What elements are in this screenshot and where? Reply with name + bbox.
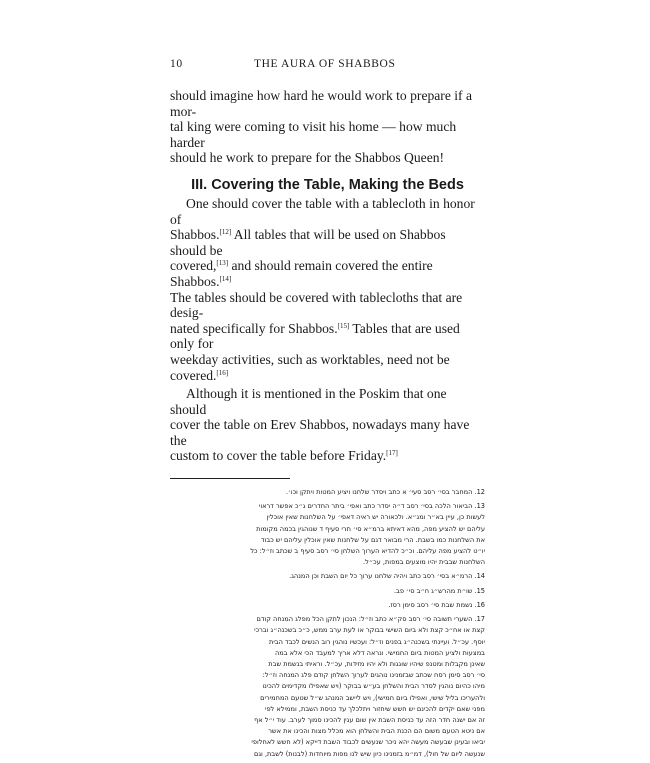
text-line: should he work to prepare for the Shabbos Queen! — [170, 150, 445, 166]
text-line: tal king were coming to visit his home — how much harder — [170, 119, 457, 150]
section-heading: III. Covering the Table, Making the Beds — [191, 176, 464, 193]
text-span: All tables that will be used on Shabbos should be — [170, 227, 446, 258]
footnote-14 — [170, 571, 485, 582]
footnote-line: יוסף. עכ״ל. ועיינתי בשכנה״ג בפנים וז״ל: ועכשיו נוהגין רוב הנשים לכבד הבית — [268, 637, 485, 646]
footnote-ref-13[interactable]: [13] — [216, 259, 229, 268]
text-span: covered, — [170, 258, 217, 274]
footnote-line: 13. הביאור הלכה בסי׳ רסב ד״ה יסדר כתב ואפי׳ ביתר החדרים ג״כ אפשר דראוי — [258, 502, 485, 511]
footnote-divider — [170, 478, 290, 479]
footnote-line: אם ניטא הטעם משום הם הכנת הבית והשלחן הוא מכלל מצות והכינו את אשר — [268, 727, 485, 736]
footnote-line: השלחנות שבבית יהיו מוצעים במפות, עכ״ל. — [363, 558, 485, 567]
footnote-13 — [170, 501, 485, 568]
footnote-ref-15[interactable]: [15] — [337, 321, 350, 330]
footnote-line: לעשות כן, עיין בא״ר ומג״א. ולכאורה יש ראיה דאפי׳ על השלחנות שאין אוכלין — [266, 513, 485, 522]
intro-paragraph — [170, 88, 485, 166]
footnote-15 — [170, 586, 485, 597]
footnote-ref-16[interactable]: [16] — [216, 368, 229, 377]
footnotes — [170, 487, 485, 760]
text-span: weekday activities, such as worktables, need not be covered. — [170, 351, 450, 383]
footnote-line: ולהעריכו בליל שישי, ואפילו ביום חמישי), ויש ליישב המנהג ש״ל שטעם המחמירים — [260, 693, 485, 702]
footnote-line: יביאו ובעינן שבעשה מעשה יהא ניכר שנעשים לכבוד השבת דייקא (לא חשש לאחלופי — [251, 738, 485, 747]
footnote-line: במצעות ולציע המטות ביום החמישי. ונראה דלא אריך למעבד הכי אלא במה — [274, 648, 485, 657]
running-head — [170, 58, 485, 76]
footnote-ref-14[interactable]: [14] — [219, 274, 232, 283]
footnote-line: שנעשה ליום של חול), דמ״מ בזמנינו כיון שיש לנו מפות מיוחדות (לבנות) לשבת, וגם — [253, 749, 485, 758]
footnote-17 — [170, 614, 485, 760]
footnote-line: קצת או אח״כ קצת ולא ביום השישי בבוקר או לעת ערב ממש, כ״כ בשכנה״ג וברכי — [254, 626, 485, 635]
text-span: Shabbos. — [170, 227, 220, 243]
book-title: THE AURA OF SHABBOS — [254, 58, 396, 70]
footnote-line: זה אם ישנה חדר הזה עד כניסת השבת אין שום עגין להכינו סמוך לערב. עוד י״ל אף — [254, 715, 485, 724]
section-paragraph-1 — [170, 196, 485, 383]
footnote-line: 12. המחבר בסי׳ רסב סעי׳ א כתב ויסדר שלחנו ויציע המטות ויתקן וכו׳. — [285, 488, 485, 497]
text-line: should imagine how hard he would work to prepare if a mor- — [170, 88, 473, 119]
footnote-line: שאינן מקבלות ומטנפ שיהיו שוגגות ולא יהיו מזידות, עכ״ל. וראיתי בנשמת שבת — [268, 659, 485, 668]
footnote-line: יו״ט להציע מפה עליהם. וכ״כ להדיא הערוך השלחן סי׳ רסב סעיף ב שכתב וז״ל: כל — [250, 547, 485, 556]
footnote-12 — [170, 487, 485, 498]
text-line: cover the table on Erev Shabbos, nowadays many have the — [170, 417, 470, 448]
book-page — [170, 58, 485, 763]
text-span: and should remain covered the entire Shabbos. — [170, 258, 433, 289]
footnote-line: 15. שו״ת מהרש״ג ח״ב סי׳ פב. — [393, 586, 485, 595]
text-span: nated specifically for Shabbos. — [170, 320, 338, 336]
text-line: One should cover the table with a tablecloth in honor of — [170, 195, 475, 227]
text-line: Although it is mentioned in the Poskim that one should — [170, 386, 447, 417]
page-number: 10 — [170, 58, 183, 70]
footnote-line: סי׳ רסב סימן רסח שכתב שבזמנינו נוהגים לערוך השלחן קודם פלג המנחה וז״ל: — [262, 671, 485, 680]
text-span: custom to cover the table before Friday. — [170, 448, 387, 464]
section-paragraph-2 — [170, 386, 485, 464]
footnote-line: 17. השערי תשובה סי׳ רסב סק״א כתב וז״ל: הנכון לתקן הכל מפלג המנחה קודם — [256, 615, 485, 624]
footnote-line: 16. נשמת שבת סי׳ רסב סימן רסז. — [388, 600, 485, 609]
footnote-line: עליהם יש להציע מפה, מהא דאיתא ברמ״א סי׳ תרי סעיף ד שנוהגין בכמה מקומות — [256, 524, 485, 533]
footnote-line: 14. הרמ״א בסי׳ רסב כתב ויהיה שלחנו ערוך כל יום השבת וכן המנהג. — [289, 572, 485, 581]
text-span: Tables that are used only for — [170, 320, 460, 352]
footnote-ref-17[interactable]: [17] — [386, 449, 398, 458]
text-line: The tables should be covered with tablecloths that are desig- — [170, 289, 463, 321]
footnote-ref-12[interactable]: [12] — [219, 228, 232, 237]
footnote-line: את השלחנות כמו בשבת. הרי מבואר דגם על שלחנות שאין אוכלין עליהם יש כבוד — [260, 535, 485, 544]
footnote-line: מיהו כהיום נוהגין לסדר הבית והשלחן בע״ש בבוקר (ויש שאפילו מקדימים להכינו — [262, 682, 485, 691]
footnote-16 — [170, 600, 485, 611]
footnote-line: מפני שאם יקדים להכינם יש חשש שיחזור ויתלכלך עד כניסת השבת, וממילא לפי — [264, 704, 485, 713]
